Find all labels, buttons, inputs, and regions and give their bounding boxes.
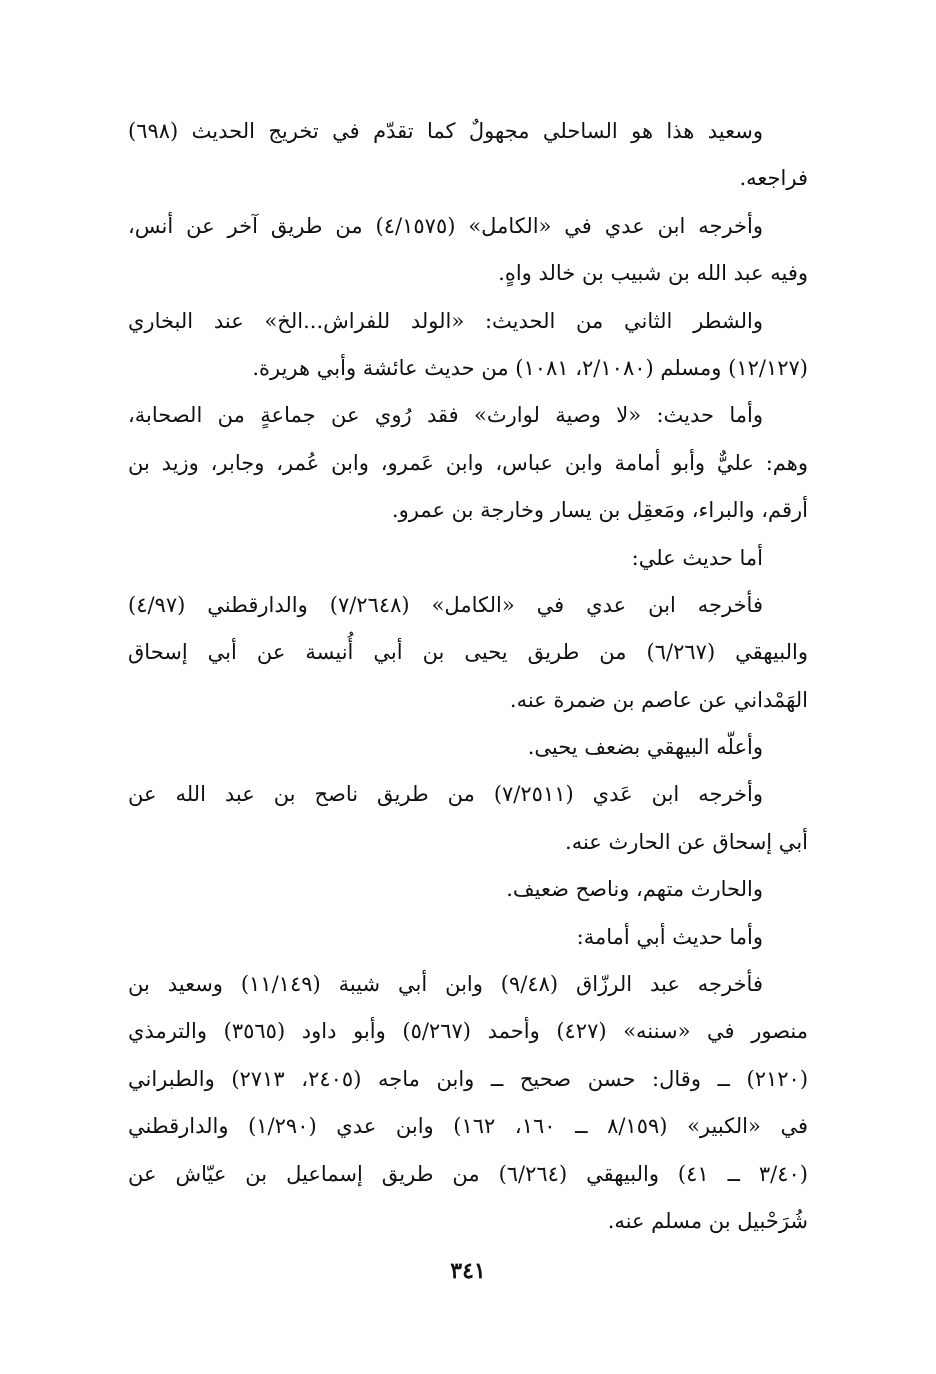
- text-line: فأخرجه عبد الرزّاق (٩/٤٨) وابن أبي شيبة (١١/١٤٩) وسعيد بن: [128, 972, 763, 997]
- section-heading: وأما حديث أبي أمامة:: [576, 924, 763, 949]
- section-heading: أما حديث علي:: [631, 545, 763, 570]
- text-line: في «الكبير» (٨/١٥٩ ــ ١٦٠، ١٦٢) وابن عدي (١/٢٩٠) والدارقطني: [128, 1114, 808, 1139]
- text-line: والشطر الثاني من الحديث: «الولد للفراش...الخ» عند البخاري: [128, 308, 763, 333]
- text-line: شُرَحْبيل بن مسلم عنه.: [607, 1208, 808, 1233]
- text-line: وأخرجه ابن عدي في «الكامل» (٤/١٥٧٥) من طريق آخر عن أنس،: [128, 213, 763, 238]
- text-line: والحارث متهم، وناصح ضعيف.: [506, 877, 763, 902]
- text-line: فأخرجه ابن عدي في «الكامل» (٧/٢٦٤٨) والدارقطني (٤/٩٧): [128, 592, 763, 617]
- text-line: وهم: عليٌّ وأبو أمامة وابن عباس، وابن عَمرو، وابن عُمر، وجابر، وزيد بن: [128, 450, 808, 475]
- text-line: الهَمْداني عن عاصم بن ضمرة عنه.: [509, 687, 808, 712]
- text-line: (٢١٢٠) ــ وقال: حسن صحيح ــ وابن ماجه (٢٤٠٥، ٢٧١٣) والطبراني: [128, 1066, 808, 1091]
- text-line: (١٢/١٢٧) ومسلم (٢/١٠٨٠، ١٠٨١) من حديث عائشة وأبي هريرة.: [252, 355, 808, 380]
- page-number: ٣٤١: [450, 1258, 486, 1284]
- text-line: (٣/٤٠ ــ ٤١) والبيهقي (٦/٢٦٤) من طريق إسماعيل بن عيّاش عن: [128, 1161, 808, 1186]
- text-line: منصور في «سننه» (٤٢٧) وأحمد (٥/٢٦٧) وأبو داود (٣٥٦٥) والترمذي: [128, 1019, 808, 1044]
- text-line: وأما حديث: «لا وصية لوارث» فقد رُوي عن جماعةٍ من الصحابة،: [128, 403, 763, 428]
- text-line: أرقم، والبراء، ومَعقِل بن يسار وخارجة بن عمرو.: [391, 498, 808, 523]
- text-line: وأعلّه البيهقي بضعف يحيى.: [527, 735, 763, 760]
- page-body: [128, 108, 808, 1245]
- text-line: فراجعه.: [739, 166, 808, 191]
- text-line: وأخرجه ابن عَدي (٧/٢٥١١) من طريق ناصح بن عبد الله عن: [128, 782, 763, 807]
- text-line: وفيه عبد الله بن شبيب بن خالد واهٍ.: [498, 261, 808, 286]
- text-line: وسعيد هذا هو الساحلي مجهولٌ كما تقدّم في تخريج الحديث (٦٩٨): [128, 119, 763, 143]
- text-line: والبيهقي (٦/٢٦٧) من طريق يحيى بن أبي أُنيسة عن أبي إسحاق: [128, 640, 808, 665]
- text-line: أبي إسحاق عن الحارث عنه.: [565, 829, 808, 854]
